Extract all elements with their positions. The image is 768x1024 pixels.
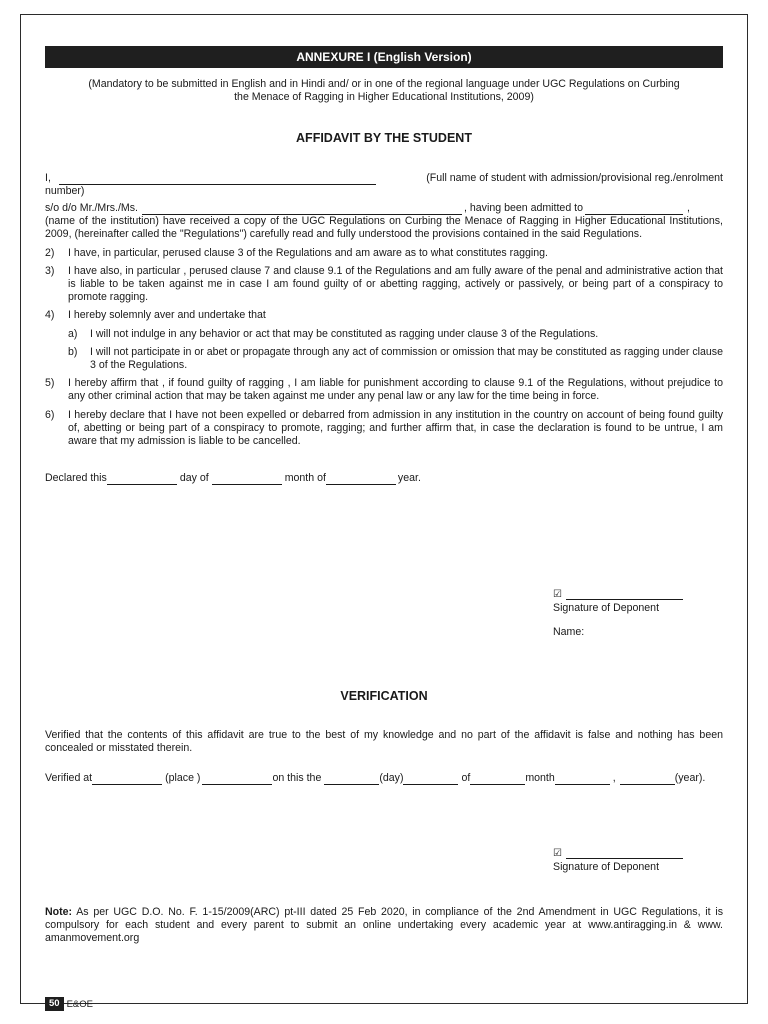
admitted-to: , having been admitted to bbox=[464, 202, 583, 215]
of-label: of bbox=[461, 771, 471, 784]
sub-clause-number: b) bbox=[68, 345, 78, 358]
name-label: Name: bbox=[553, 626, 585, 638]
sub-clause-b bbox=[45, 346, 723, 372]
comma-label: , bbox=[612, 771, 616, 784]
sub-clause-text: I will not participate in or abet or propagate through any act of commission or omission that may be constituted as ragging under clause 3 of the Regulations. bbox=[90, 345, 723, 372]
mandatory-subtitle: (Mandatory to be submitted in English and in Hindi and/ or in one of the regional language under UGC Regulations on Curbing the Menace of Ragging in Higher Educational Institutions, 2009) bbox=[88, 78, 680, 104]
affidavit-title: AFFIDAVIT BY THE STUDENT bbox=[296, 131, 472, 146]
clause-4 bbox=[45, 309, 723, 322]
verified-of-blank[interactable] bbox=[403, 774, 458, 785]
clause-text: I hereby declare that I have not been expelled or debarred from admission in any institution in the country on account of being found guilty of, abetting or being part of a conspiracy to promote, ragging; and further affirm that, in case the declaration is found to be untrue, I am aware that my admission is liable to be cancelled. bbox=[68, 408, 723, 448]
name-continuation: number) bbox=[45, 184, 85, 197]
verification-text: Verified that the contents of this affidavit are true to the best of my knowledge and no part of the affidavit is false and nothing has been concealed or misstated therein. bbox=[45, 729, 723, 755]
clause-3 bbox=[45, 265, 723, 305]
clause-number: 6) bbox=[45, 408, 55, 421]
clause-number: 5) bbox=[45, 377, 55, 390]
deponent-signature-2 bbox=[553, 848, 683, 873]
page-footer bbox=[45, 997, 93, 1011]
parent-continuation: (name of the institution) have received a copy of the UGC Regulations on Curbing the Menace of Ragging in Higher Educational Institutions, 2009, (hereinafter called the "Regulations") carefully read and fully understood the provisions contained in the said Regulations. bbox=[45, 215, 723, 241]
parent-prefix: s/o d/o Mr./Mrs./Ms. bbox=[45, 202, 139, 215]
student-name-line bbox=[45, 172, 723, 198]
verified-month-blank[interactable] bbox=[470, 774, 525, 785]
signature-label: Signature of Deponent bbox=[553, 861, 660, 873]
checkbox-icon[interactable]: ☑ bbox=[553, 589, 562, 600]
verification-section bbox=[45, 690, 723, 785]
page-number: 50 bbox=[45, 997, 64, 1011]
verified-day-blank[interactable] bbox=[324, 774, 379, 785]
declared-year-blank[interactable] bbox=[326, 474, 396, 485]
clause-text: I hereby solemnly aver and undertake that bbox=[68, 309, 266, 322]
name-prefix: I, bbox=[45, 171, 51, 184]
clause-text: I have, in particular, perused clause 3 of the Regulations and am aware as to what constitutes ragging. bbox=[68, 246, 548, 259]
deponent-signature-1 bbox=[553, 589, 683, 638]
parent-suffix: , bbox=[686, 202, 690, 215]
clause-text: I hereby affirm that , if found guilty of ragging , I am liable for punishment according to clause 9.1 of the Regulations, without prejudice to any other criminal action that may be taken against me under any penal law or any law for the time being in force. bbox=[68, 377, 723, 403]
name-suffix: (Full name of student with admission/provisional reg./enrolment bbox=[426, 171, 723, 184]
clause-2 bbox=[45, 247, 723, 260]
declared-label: Declared this bbox=[45, 472, 107, 485]
clause-number: 2) bbox=[45, 246, 55, 259]
sub-clause-a bbox=[45, 328, 723, 341]
note-text: As per UGC D.O. No. F. 1-15/2009(ARC) pt-III dated 25 Feb 2020, in compliance of the 2nd Amendment in UGC Regulations, it is compulsory for each student and every parent to submit an online undertaking every academic year at www.antiragging.in & www. amanmovement.org bbox=[45, 906, 723, 945]
month-label: month bbox=[525, 771, 555, 784]
declared-month-label: month of bbox=[284, 472, 326, 485]
annexure-banner: ANNEXURE I (English Version) bbox=[45, 46, 723, 68]
clause-5 bbox=[45, 377, 723, 403]
clause-6 bbox=[45, 409, 723, 449]
signature-label: Signature of Deponent bbox=[553, 602, 660, 614]
document-body bbox=[45, 46, 723, 485]
parent-line bbox=[45, 202, 723, 242]
declared-month-blank[interactable] bbox=[212, 474, 282, 485]
verification-title: VERIFICATION bbox=[340, 689, 428, 703]
day-label: (day) bbox=[379, 771, 404, 784]
note-label: Note: bbox=[45, 906, 73, 918]
checkbox-icon[interactable]: ☑ bbox=[553, 848, 562, 859]
signature-blank[interactable] bbox=[566, 590, 683, 600]
on-this-the-label: on this the bbox=[272, 771, 322, 784]
sub-clause-text: I will not indulge in any behavior or act that may be constituted as ragging under clause 3 of the Regulations. bbox=[90, 327, 599, 340]
verified-year-blank[interactable] bbox=[620, 774, 675, 785]
note-paragraph bbox=[45, 906, 723, 946]
verified-place-blank[interactable] bbox=[92, 774, 162, 785]
sub-clause-number: a) bbox=[68, 327, 78, 340]
year-label: (year). bbox=[674, 771, 706, 784]
clause-number: 3) bbox=[45, 264, 55, 277]
parent-name-blank[interactable] bbox=[142, 204, 462, 215]
verified-extra-blank[interactable] bbox=[555, 774, 610, 785]
student-name-blank[interactable] bbox=[59, 174, 376, 185]
verified-line bbox=[45, 772, 723, 785]
verified-on-blank[interactable] bbox=[202, 774, 272, 785]
declared-year-label: year. bbox=[397, 472, 421, 485]
verified-at-label: Verified at bbox=[45, 771, 93, 784]
clause-number: 4) bbox=[45, 309, 55, 322]
declared-day-blank[interactable] bbox=[107, 474, 177, 485]
eoe-label: E&OE bbox=[66, 998, 93, 1010]
place-label: (place ) bbox=[165, 771, 201, 784]
clause-text: I have also, in particular , perused clause 7 and clause 9.1 of the Regulations and am fully aware of the penal and administrative action that is liable to be taken against me in case I am found guilty of or abetting ragging, actively or passively, or being part of a conspiracy to promote ragging. bbox=[68, 264, 723, 304]
declared-line bbox=[45, 472, 723, 485]
institution-blank[interactable] bbox=[585, 204, 683, 215]
signature-blank[interactable] bbox=[566, 849, 683, 859]
declared-day-label: day of bbox=[179, 472, 209, 485]
